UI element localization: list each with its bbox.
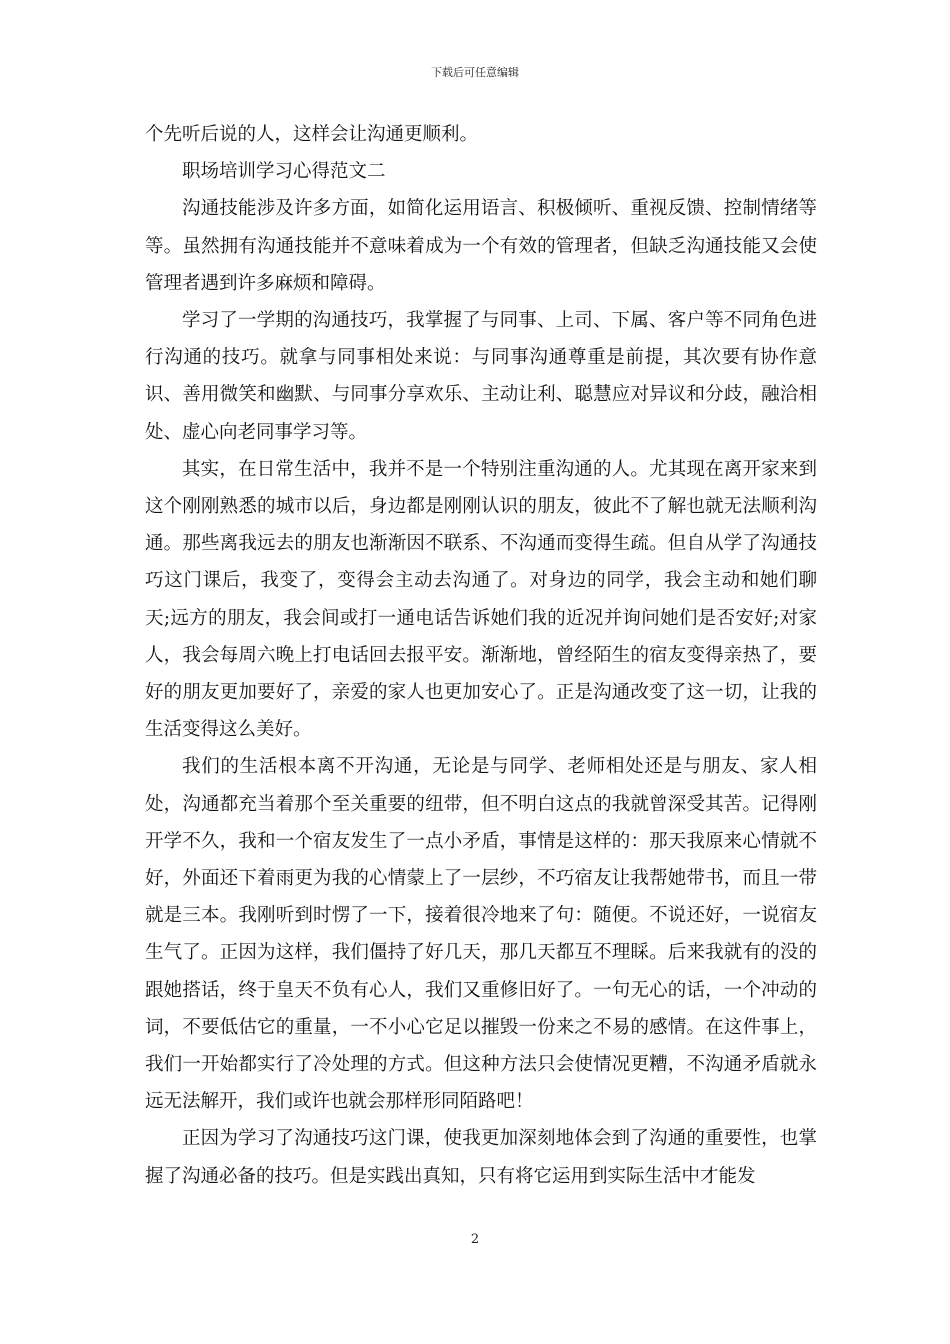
page-number: 2 (470, 1232, 480, 1247)
page-header: 下载后可任意编辑 (431, 66, 519, 79)
paragraph: 正因为学习了沟通技巧这门课，使我更加深刻地体会到了沟通的重要性，也掌握了沟通必备的技巧。但是实践出真知，只有将它运用到实际生活中才能发 (145, 1128, 817, 1187)
paragraph: 我们的生活根本离不开沟通，无论是与同学、老师相处还是与朋友、家人相处，沟通都充当着那个至关重要的纽带，但不明白这点的我就曾深受其苦。记得刚开学不久，我和一个宿友发生了一点小矛盾，事情是这样的：那天我原来心情就不好，外面还下着雨更为我的心情蒙上了一层纱，不巧宿友让我帮她带书，而且一带就是三本。我刚听到时愣了一下，接着很冷地来了句：随便。不说还好，一说宿友生气了。正因为这样，我们僵持了好几天，那几天都互不理睬。后来我就有的没的跟她搭话，终于皇天不负有心人，我们又重修旧好了。一句无心的话，一个冲动的词，不要低估它的重量，一不小心它足以摧毁一份来之不易的感情。在这件事上，我们一开始都实行了冷处理的方式。但这种方法只会使情况更糟，不沟通矛盾就永远无法解开，我们或许也就会那样形同陌路吧！ (145, 756, 817, 1113)
paragraph: 其实，在日常生活中，我并不是一个特别注重沟通的人。尤其现在离开家来到这个刚刚熟悉的城市以后，身边都是刚刚认识的朋友，彼此不了解也就无法顺利沟通。那些离我远去的朋友也渐渐因不联系、不沟通而变得生疏。但自从学了沟通技巧这门课后，我变了，变得会主动去沟通了。对身边的同学，我会主动和她们聊天;远方的朋友，我会间或打一通电话告诉她们我的近况并询问她们是否安好;对家人，我会每周六晚上打电话回去报平安。渐渐地，曾经陌生的宿友变得亲热了，要好的朋友更加要好了，亲爱的家人也更加安心了。正是沟通改变了这一切，让我的生活变得这么美好。 (145, 458, 817, 741)
paragraph: 沟通技能涉及许多方面，如简化运用语言、积极倾听、重视反馈、控制情绪等等。虽然拥有沟通技能并不意味着成为一个有效的管理者，但缺乏沟通技能又会使管理者遇到许多麻烦和障碍。 (145, 198, 817, 294)
section-title: 职场培训学习心得范文二 (182, 161, 386, 183)
paragraph: 个先听后说的人，这样会让沟通更顺利。 (145, 124, 479, 145)
document-body (145, 116, 817, 1195)
paragraph: 学习了一学期的沟通技巧，我掌握了与同事、上司、下属、客户等不同角色进行沟通的技巧。就拿与同事相处来说：与同事沟通尊重是前提，其次要有协作意识、善用微笑和幽默、与同事分享欢乐、主动让利、聪慧应对异议和分歧，融洽相处、虚心向老同事学习等。 (145, 310, 817, 443)
